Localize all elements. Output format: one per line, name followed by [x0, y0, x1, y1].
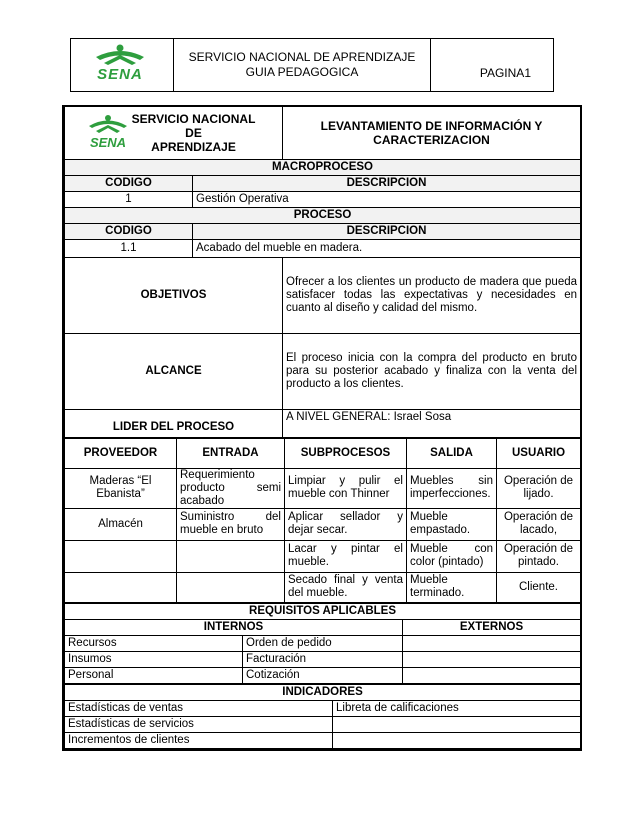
form-org-line1: SERVICIO NACIONAL: [131, 111, 256, 126]
proceso-descripcion: Acabado del mueble en madera.: [193, 239, 581, 257]
form-org-line3: APRENDIZAJE: [151, 139, 236, 154]
requisitos-row: [65, 635, 581, 651]
header-page: PAGINA1: [431, 39, 554, 92]
header-logo-cell: [71, 39, 174, 92]
header-title-line1: SERVICIO NACIONAL DE APRENDIZAJE: [188, 50, 416, 64]
flow-proveedor: Maderas “El Ebanista”: [65, 468, 177, 508]
flow-entrada: [177, 572, 285, 602]
form-org-line2: DE: [185, 125, 202, 140]
indicador: Incrementos de clientes: [65, 732, 333, 748]
indicador: [333, 716, 581, 732]
requisitos-row: [65, 667, 581, 683]
requisito-externo: [403, 635, 581, 651]
flow-usuario: Operación de lijado.: [497, 468, 581, 508]
form-org-cell: [65, 107, 283, 159]
flow-proveedor: [65, 572, 177, 602]
flow-proveedor: Almacén: [65, 508, 177, 540]
flow-header-subprocesos: SUBPROCESOS: [285, 438, 407, 468]
requisito-interno: Insumos: [65, 651, 243, 667]
flow-salida: Mueble terminado.: [407, 572, 497, 602]
proceso-descripcion-header: DESCRIPCION: [193, 223, 581, 239]
flow-usuario: Cliente.: [497, 572, 581, 602]
flow-header-entrada: ENTRADA: [177, 438, 285, 468]
requisito-interno: Cotización: [243, 667, 403, 683]
requisito-externo: [403, 651, 581, 667]
flow-proveedor: [65, 540, 177, 572]
form-top-table: [64, 107, 581, 438]
header-title-cell: [174, 39, 431, 92]
flow-subproceso: Limpiar y pulir el mueble con Thinner: [285, 468, 407, 508]
header-logo-text: SENA: [97, 66, 143, 83]
indicador: Estadísticas de ventas: [65, 700, 333, 716]
flow-salida: Mueble con color (pintado): [407, 540, 497, 572]
macroproceso-label: MACROPROCESO: [65, 159, 581, 175]
requisito-interno: Personal: [65, 667, 243, 683]
indicador: [333, 732, 581, 748]
objetivos-label: OBJETIVOS: [65, 257, 283, 333]
flow-table: [64, 438, 581, 603]
requisitos-row: [65, 651, 581, 667]
macroproceso-descripcion: Gestión Operativa: [193, 191, 581, 207]
indicadores-row: [65, 732, 581, 748]
flow-header-usuario: USUARIO: [497, 438, 581, 468]
sena-logo-icon: [74, 43, 164, 87]
lider-label: LIDER DEL PROCESO: [65, 409, 283, 437]
indicador: Estadísticas de servicios: [65, 716, 333, 732]
flow-subproceso: Aplicar sellador y dejar secar.: [285, 508, 407, 540]
form-logo-text: SENA: [89, 135, 127, 150]
objetivos-text: Ofrecer a los clientes un producto de madera que pueda satisfacer todas las expectativas y necesidades en cuanto al diseño y calidad del mismo.: [283, 257, 581, 333]
flow-subproceso: Lacar y pintar el mueble.: [285, 540, 407, 572]
header-title-line2: GUIA PEDAGOGICA: [245, 65, 359, 79]
flow-salida: Mueble empastado.: [407, 508, 497, 540]
requisitos-table: [64, 603, 581, 684]
requisitos-internos-header: INTERNOS: [65, 619, 403, 635]
macroproceso-codigo: 1: [65, 191, 193, 207]
flow-salida: Muebles sin imperfecciones.: [407, 468, 497, 508]
flow-entrada: Requerimiento producto semi acabado: [177, 468, 285, 508]
macroproceso-codigo-header: CODIGO: [65, 175, 193, 191]
proceso-codigo: 1.1: [65, 239, 193, 257]
page-header: [70, 38, 554, 92]
macroproceso-descripcion-header: DESCRIPCION: [193, 175, 581, 191]
indicadores-row: [65, 716, 581, 732]
requisitos-label: REQUISITOS APLICABLES: [65, 603, 581, 619]
flow-entrada: [177, 540, 285, 572]
proceso-codigo-header: CODIGO: [65, 223, 193, 239]
flow-header-salida: SALIDA: [407, 438, 497, 468]
requisito-interno: Orden de pedido: [243, 635, 403, 651]
sena-logo-icon: [79, 113, 137, 153]
form-title-cell: [283, 107, 581, 159]
alcance-label: ALCANCE: [65, 333, 283, 409]
flow-usuario: Operación de lacado,: [497, 508, 581, 540]
flow-usuario: Operación de pintado.: [497, 540, 581, 572]
flow-row: [65, 540, 581, 572]
lider-value: A NIVEL GENERAL: Israel Sosa: [283, 409, 581, 437]
requisitos-externos-header: EXTERNOS: [403, 619, 581, 635]
form-title-line2: CARACTERIZACION: [373, 133, 490, 147]
flow-subproceso: Secado final y venta del mueble.: [285, 572, 407, 602]
indicadores-table: [64, 684, 581, 749]
requisito-externo: [403, 667, 581, 683]
flow-row: [65, 508, 581, 540]
flow-row: [65, 572, 581, 602]
alcance-text: El proceso inicia con la compra del producto en bruto para su posterior acabado y finaliza con la venta del producto a los clientes.: [283, 333, 581, 409]
characterization-form: [62, 105, 582, 751]
requisito-interno: Recursos: [65, 635, 243, 651]
flow-row: [65, 468, 581, 508]
proceso-label: PROCESO: [65, 207, 581, 223]
indicadores-label: INDICADORES: [65, 684, 581, 700]
form-title-line1: LEVANTAMIENTO DE INFORMACIÓN Y: [320, 119, 543, 133]
requisito-interno: Facturación: [243, 651, 403, 667]
indicador: Libreta de calificaciones: [333, 700, 581, 716]
indicadores-row: [65, 700, 581, 716]
flow-header-proveedor: PROVEEDOR: [65, 438, 177, 468]
flow-entrada: Suministro del mueble en bruto: [177, 508, 285, 540]
